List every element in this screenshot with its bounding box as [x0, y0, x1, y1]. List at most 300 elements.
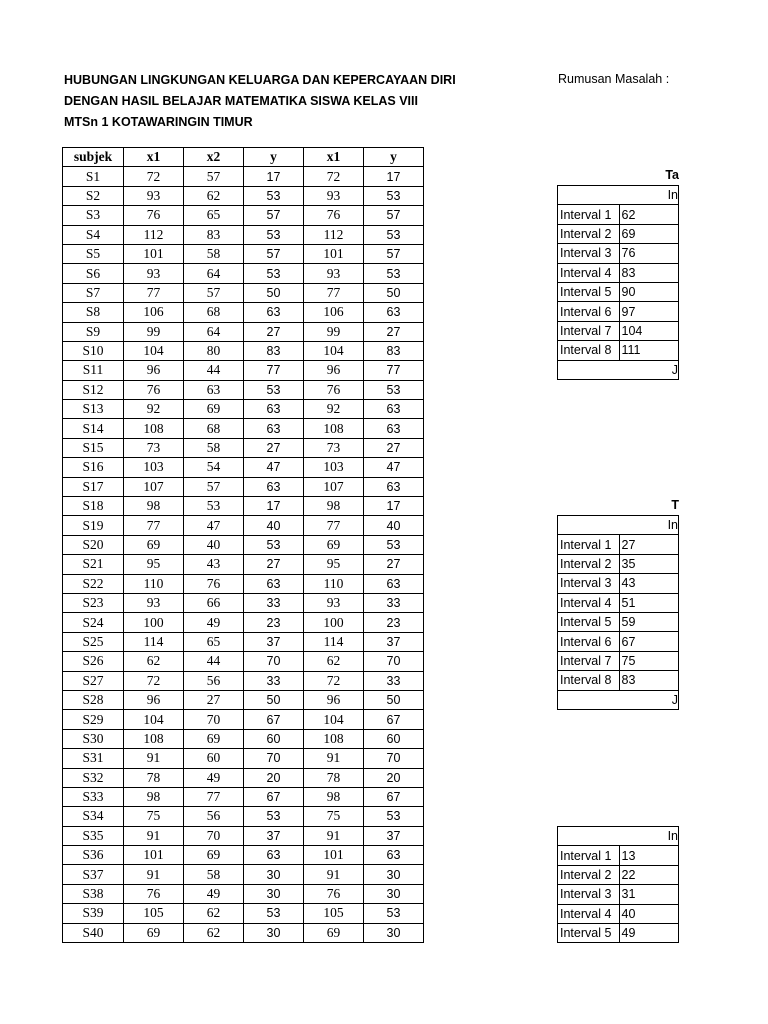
- interval-label[interactable]: Interval 8: [558, 671, 620, 690]
- table-cell[interactable]: 60: [184, 749, 244, 768]
- table-cell[interactable]: S4: [63, 225, 124, 244]
- table-cell[interactable]: 68: [184, 419, 244, 438]
- table-cell[interactable]: 76: [304, 380, 364, 399]
- table-cell[interactable]: 110: [124, 574, 184, 593]
- table-cell[interactable]: S19: [63, 516, 124, 535]
- table-cell[interactable]: 17: [244, 167, 304, 186]
- table-cell[interactable]: 98: [124, 787, 184, 806]
- table-cell[interactable]: 30: [364, 884, 424, 903]
- table-cell[interactable]: 53: [364, 904, 424, 923]
- table-cell[interactable]: S20: [63, 535, 124, 554]
- table-cell[interactable]: 67: [364, 787, 424, 806]
- table-cell[interactable]: 73: [304, 438, 364, 457]
- table-cell[interactable]: 53: [184, 497, 244, 516]
- table-cell[interactable]: S16: [63, 458, 124, 477]
- table-cell[interactable]: 33: [244, 671, 304, 690]
- table-cell[interactable]: 58: [184, 438, 244, 457]
- table-cell[interactable]: 98: [124, 497, 184, 516]
- table-cell[interactable]: 107: [124, 477, 184, 496]
- table-cell[interactable]: 49: [184, 768, 244, 787]
- table-cell[interactable]: 50: [364, 690, 424, 709]
- table-cell[interactable]: S13: [63, 400, 124, 419]
- interval-value[interactable]: 97: [619, 302, 679, 321]
- interval-label[interactable]: Interval 4: [558, 904, 620, 923]
- table-cell[interactable]: 70: [364, 652, 424, 671]
- table-cell[interactable]: 72: [304, 671, 364, 690]
- table-cell[interactable]: 33: [244, 593, 304, 612]
- table-cell[interactable]: 47: [184, 516, 244, 535]
- table-cell[interactable]: 63: [244, 419, 304, 438]
- table-cell[interactable]: 40: [244, 516, 304, 535]
- interval-value[interactable]: 13: [619, 846, 679, 865]
- table-cell[interactable]: 77: [304, 516, 364, 535]
- table-cell[interactable]: 37: [244, 826, 304, 845]
- table-cell[interactable]: S14: [63, 419, 124, 438]
- table-cell[interactable]: 47: [244, 458, 304, 477]
- table-cell[interactable]: 53: [364, 380, 424, 399]
- table-cell[interactable]: S2: [63, 186, 124, 205]
- table-cell[interactable]: S1: [63, 167, 124, 186]
- table-cell[interactable]: 62: [184, 923, 244, 942]
- table-cell[interactable]: 70: [184, 710, 244, 729]
- table-cell[interactable]: 96: [124, 690, 184, 709]
- interval-value[interactable]: 51: [619, 593, 679, 612]
- table-cell[interactable]: 17: [244, 497, 304, 516]
- table-cell[interactable]: 60: [364, 729, 424, 748]
- interval-label[interactable]: Interval 3: [558, 574, 620, 593]
- table-cell[interactable]: 72: [124, 167, 184, 186]
- table-cell[interactable]: S23: [63, 593, 124, 612]
- table-cell[interactable]: S22: [63, 574, 124, 593]
- table-cell[interactable]: 53: [244, 264, 304, 283]
- table-cell[interactable]: 20: [244, 768, 304, 787]
- table-cell[interactable]: 92: [124, 400, 184, 419]
- table-cell[interactable]: 70: [244, 749, 304, 768]
- table-cell[interactable]: 101: [124, 244, 184, 263]
- table-cell[interactable]: 53: [244, 535, 304, 554]
- table-cell[interactable]: 112: [304, 225, 364, 244]
- interval-value[interactable]: 59: [619, 612, 679, 631]
- table-cell[interactable]: 63: [184, 380, 244, 399]
- table-cell[interactable]: S8: [63, 303, 124, 322]
- table-cell[interactable]: S3: [63, 206, 124, 225]
- interval-value[interactable]: 90: [619, 282, 679, 301]
- table-cell[interactable]: 50: [364, 283, 424, 302]
- table-cell[interactable]: 50: [244, 690, 304, 709]
- table-cell[interactable]: 53: [244, 904, 304, 923]
- table-cell[interactable]: S34: [63, 807, 124, 826]
- interval-label[interactable]: Interval 2: [558, 865, 620, 884]
- table-cell[interactable]: 108: [124, 729, 184, 748]
- table-cell[interactable]: S10: [63, 341, 124, 360]
- table-cell[interactable]: 57: [364, 244, 424, 263]
- col-header-y-copy[interactable]: y: [364, 148, 424, 167]
- col-header-x2[interactable]: x2: [184, 148, 244, 167]
- interval-value[interactable]: 69: [619, 224, 679, 243]
- table-cell[interactable]: 44: [184, 361, 244, 380]
- table-cell[interactable]: 96: [124, 361, 184, 380]
- table-cell[interactable]: 91: [304, 749, 364, 768]
- table-cell[interactable]: 108: [124, 419, 184, 438]
- table-cell[interactable]: 63: [364, 400, 424, 419]
- table-cell[interactable]: 65: [184, 206, 244, 225]
- col-header-x1[interactable]: x1: [124, 148, 184, 167]
- table-cell[interactable]: 104: [304, 341, 364, 360]
- table-cell[interactable]: 57: [244, 244, 304, 263]
- table-cell[interactable]: S6: [63, 264, 124, 283]
- table-cell[interactable]: S39: [63, 904, 124, 923]
- table-cell[interactable]: 56: [184, 807, 244, 826]
- table-cell[interactable]: 101: [304, 244, 364, 263]
- table-cell[interactable]: 104: [124, 710, 184, 729]
- table-cell[interactable]: 103: [304, 458, 364, 477]
- interval-label[interactable]: Interval 5: [558, 282, 620, 301]
- table-cell[interactable]: 77: [124, 516, 184, 535]
- table-cell[interactable]: 17: [364, 167, 424, 186]
- table-cell[interactable]: 76: [124, 206, 184, 225]
- table-cell[interactable]: 91: [124, 749, 184, 768]
- rumusan-masalah-label: Rumusan Masalah :: [558, 72, 670, 86]
- table-cell[interactable]: 30: [244, 923, 304, 942]
- table-cell[interactable]: 70: [244, 652, 304, 671]
- table-cell[interactable]: 69: [304, 535, 364, 554]
- interval-label[interactable]: Interval 1: [558, 535, 620, 554]
- table-cell[interactable]: S38: [63, 884, 124, 903]
- interval-label[interactable]: Interval 3: [558, 244, 620, 263]
- interval-value[interactable]: 35: [619, 554, 679, 573]
- table-row: [63, 380, 424, 399]
- table-cell[interactable]: S31: [63, 749, 124, 768]
- table-cell[interactable]: 63: [244, 574, 304, 593]
- table-cell[interactable]: 69: [304, 923, 364, 942]
- table-cell[interactable]: 63: [244, 303, 304, 322]
- table-cell[interactable]: 107: [304, 477, 364, 496]
- table-cell[interactable]: 70: [184, 826, 244, 845]
- interval-label[interactable]: Interval 5: [558, 923, 620, 942]
- table-cell[interactable]: 100: [304, 613, 364, 632]
- table-cell[interactable]: 93: [124, 264, 184, 283]
- table-cell[interactable]: 30: [364, 923, 424, 942]
- table-cell[interactable]: 63: [364, 419, 424, 438]
- table-cell[interactable]: S7: [63, 283, 124, 302]
- table-cell[interactable]: 43: [184, 555, 244, 574]
- interval-label[interactable]: Interval 3: [558, 885, 620, 904]
- interval-label[interactable]: Interval 7: [558, 651, 620, 670]
- table-cell[interactable]: S18: [63, 497, 124, 516]
- table-cell[interactable]: 27: [184, 690, 244, 709]
- table-cell[interactable]: 64: [184, 322, 244, 341]
- table-row: [63, 574, 424, 593]
- table-cell[interactable]: 77: [244, 361, 304, 380]
- table-cell[interactable]: 108: [304, 419, 364, 438]
- table-cell[interactable]: 63: [244, 846, 304, 865]
- table-cell[interactable]: 77: [124, 283, 184, 302]
- interval-row: [558, 341, 679, 360]
- table-cell[interactable]: 93: [304, 186, 364, 205]
- table-cell[interactable]: S36: [63, 846, 124, 865]
- interval-value[interactable]: 31: [619, 885, 679, 904]
- table-cell[interactable]: 91: [304, 865, 364, 884]
- table-cell[interactable]: 104: [124, 341, 184, 360]
- interval-label[interactable]: Interval 4: [558, 263, 620, 282]
- table-cell[interactable]: 73: [124, 438, 184, 457]
- table-cell[interactable]: 57: [184, 283, 244, 302]
- table-cell[interactable]: 53: [244, 807, 304, 826]
- table-cell[interactable]: S35: [63, 826, 124, 845]
- table-cell[interactable]: 101: [124, 846, 184, 865]
- table-cell[interactable]: 40: [364, 516, 424, 535]
- interval-value[interactable]: 40: [619, 904, 679, 923]
- table-cell[interactable]: 37: [364, 632, 424, 651]
- table-cell[interactable]: 77: [184, 787, 244, 806]
- table-row: [63, 904, 424, 923]
- table-cell[interactable]: 114: [124, 632, 184, 651]
- table-cell[interactable]: 76: [304, 206, 364, 225]
- interval-value[interactable]: 49: [619, 923, 679, 942]
- interval-value[interactable]: 22: [619, 865, 679, 884]
- table-cell[interactable]: 69: [184, 400, 244, 419]
- col-header-y[interactable]: y: [244, 148, 304, 167]
- table-cell[interactable]: 27: [244, 438, 304, 457]
- table-cell[interactable]: 106: [124, 303, 184, 322]
- table-cell[interactable]: 30: [244, 865, 304, 884]
- interval-header-row: [558, 516, 679, 535]
- table-cell[interactable]: 56: [184, 671, 244, 690]
- table-cell[interactable]: 83: [364, 341, 424, 360]
- table-cell[interactable]: 62: [184, 186, 244, 205]
- table-cell[interactable]: 57: [184, 477, 244, 496]
- table-cell[interactable]: 58: [184, 865, 244, 884]
- interval-value[interactable]: 67: [619, 632, 679, 651]
- table-cell[interactable]: 106: [304, 303, 364, 322]
- interval-value[interactable]: 104: [619, 321, 679, 340]
- table-cell[interactable]: 60: [244, 729, 304, 748]
- table-cell[interactable]: 53: [244, 380, 304, 399]
- table-cell[interactable]: 72: [304, 167, 364, 186]
- table-cell[interactable]: 50: [244, 283, 304, 302]
- table-cell[interactable]: S24: [63, 613, 124, 632]
- table-cell[interactable]: 83: [244, 341, 304, 360]
- table-cell[interactable]: 49: [184, 613, 244, 632]
- table-cell[interactable]: S25: [63, 632, 124, 651]
- table-cell[interactable]: 53: [364, 186, 424, 205]
- table-cell[interactable]: S40: [63, 923, 124, 942]
- table-cell[interactable]: 33: [364, 593, 424, 612]
- table-cell[interactable]: 78: [124, 768, 184, 787]
- table-cell[interactable]: 30: [364, 865, 424, 884]
- interval-label[interactable]: Interval 6: [558, 302, 620, 321]
- table-row: [63, 400, 424, 419]
- table-cell[interactable]: S21: [63, 555, 124, 574]
- table-cell[interactable]: S33: [63, 787, 124, 806]
- interval-label[interactable]: Interval 2: [558, 554, 620, 573]
- table-cell[interactable]: 99: [124, 322, 184, 341]
- interval-value[interactable]: 62: [619, 205, 679, 224]
- table-cell[interactable]: 104: [304, 710, 364, 729]
- interval-value[interactable]: 76: [619, 244, 679, 263]
- table-cell[interactable]: 66: [184, 593, 244, 612]
- table-cell[interactable]: S11: [63, 361, 124, 380]
- table-row: [63, 807, 424, 826]
- interval-label[interactable]: Interval 1: [558, 205, 620, 224]
- table-cell[interactable]: S28: [63, 690, 124, 709]
- table-cell[interactable]: 75: [304, 807, 364, 826]
- table-cell[interactable]: 27: [364, 322, 424, 341]
- table-cell[interactable]: 53: [364, 264, 424, 283]
- table-cell[interactable]: 53: [364, 807, 424, 826]
- table-cell[interactable]: 108: [304, 729, 364, 748]
- table-cell[interactable]: 53: [364, 225, 424, 244]
- col-header-subjek[interactable]: subjek: [63, 148, 124, 167]
- interval-label[interactable]: Interval 1: [558, 846, 620, 865]
- table-cell[interactable]: 99: [304, 322, 364, 341]
- table-cell[interactable]: 23: [364, 613, 424, 632]
- table-cell[interactable]: 95: [124, 555, 184, 574]
- table-cell[interactable]: 91: [124, 865, 184, 884]
- table-cell[interactable]: 75: [124, 807, 184, 826]
- interval-value[interactable]: 43: [619, 574, 679, 593]
- table-row: [63, 438, 424, 457]
- table-cell[interactable]: 105: [124, 904, 184, 923]
- table-cell[interactable]: 49: [184, 884, 244, 903]
- table-cell[interactable]: 80: [184, 341, 244, 360]
- table-cell[interactable]: 68: [184, 303, 244, 322]
- table-cell[interactable]: 69: [184, 729, 244, 748]
- table-cell[interactable]: 91: [304, 826, 364, 845]
- table-cell[interactable]: 27: [364, 555, 424, 574]
- interval-value[interactable]: 75: [619, 651, 679, 670]
- table-cell[interactable]: 57: [244, 206, 304, 225]
- interval-value[interactable]: 111: [619, 341, 679, 360]
- table-cell[interactable]: 44: [184, 652, 244, 671]
- interval-value[interactable]: 27: [619, 535, 679, 554]
- table-cell[interactable]: 100: [124, 613, 184, 632]
- table-cell[interactable]: 93: [304, 593, 364, 612]
- table-cell[interactable]: 76: [184, 574, 244, 593]
- table-row: [63, 690, 424, 709]
- table-cell[interactable]: 63: [364, 846, 424, 865]
- table-cell[interactable]: 72: [124, 671, 184, 690]
- interval-label[interactable]: Interval 4: [558, 593, 620, 612]
- table-cell[interactable]: S9: [63, 322, 124, 341]
- interval-label[interactable]: Interval 5: [558, 612, 620, 631]
- table-cell[interactable]: S37: [63, 865, 124, 884]
- table-cell[interactable]: 58: [184, 244, 244, 263]
- table-cell[interactable]: 53: [244, 225, 304, 244]
- table-cell[interactable]: 63: [244, 477, 304, 496]
- table-cell[interactable]: S26: [63, 652, 124, 671]
- table-cell[interactable]: 92: [304, 400, 364, 419]
- interval-value[interactable]: 83: [619, 263, 679, 282]
- table-cell[interactable]: S30: [63, 729, 124, 748]
- table-cell[interactable]: 69: [124, 923, 184, 942]
- table-cell[interactable]: 53: [244, 186, 304, 205]
- table-cell[interactable]: 27: [364, 438, 424, 457]
- interval-label[interactable]: Interval 2: [558, 224, 620, 243]
- table-cell[interactable]: 57: [184, 167, 244, 186]
- table-cell[interactable]: 77: [364, 361, 424, 380]
- interval-label[interactable]: Interval 6: [558, 632, 620, 651]
- table-cell[interactable]: 78: [304, 768, 364, 787]
- table-cell[interactable]: S12: [63, 380, 124, 399]
- table-cell[interactable]: 69: [124, 535, 184, 554]
- interval-value[interactable]: 83: [619, 671, 679, 690]
- table-cell[interactable]: 98: [304, 497, 364, 516]
- table-cell[interactable]: 103: [124, 458, 184, 477]
- table-cell[interactable]: 37: [364, 826, 424, 845]
- table-cell[interactable]: 69: [184, 846, 244, 865]
- table-cell[interactable]: 93: [304, 264, 364, 283]
- table-cell[interactable]: 53: [364, 535, 424, 554]
- table-cell[interactable]: 83: [184, 225, 244, 244]
- table-cell[interactable]: 110: [304, 574, 364, 593]
- table-cell[interactable]: 67: [244, 710, 304, 729]
- table-cell[interactable]: 67: [364, 710, 424, 729]
- interval-label[interactable]: Interval 8: [558, 341, 620, 360]
- table-cell[interactable]: 76: [124, 884, 184, 903]
- table-cell[interactable]: 98: [304, 787, 364, 806]
- interval-label[interactable]: Interval 7: [558, 321, 620, 340]
- table-cell[interactable]: 91: [124, 826, 184, 845]
- table-cell[interactable]: 96: [304, 690, 364, 709]
- table-cell[interactable]: 23: [244, 613, 304, 632]
- table-cell[interactable]: 33: [364, 671, 424, 690]
- table-cell[interactable]: 105: [304, 904, 364, 923]
- table-cell[interactable]: 112: [124, 225, 184, 244]
- table-cell[interactable]: 76: [304, 884, 364, 903]
- table-cell[interactable]: S29: [63, 710, 124, 729]
- table-cell[interactable]: S17: [63, 477, 124, 496]
- table-cell[interactable]: 27: [244, 555, 304, 574]
- table-cell[interactable]: 77: [304, 283, 364, 302]
- interval-row: [558, 554, 679, 573]
- table-cell[interactable]: S32: [63, 768, 124, 787]
- table-cell[interactable]: 63: [244, 400, 304, 419]
- table-cell[interactable]: S5: [63, 244, 124, 263]
- table-cell[interactable]: 62: [184, 904, 244, 923]
- table-cell[interactable]: 62: [124, 652, 184, 671]
- table-cell[interactable]: 40: [184, 535, 244, 554]
- table-cell[interactable]: 96: [304, 361, 364, 380]
- table-cell[interactable]: 62: [304, 652, 364, 671]
- table-cell[interactable]: 47: [364, 458, 424, 477]
- table-cell[interactable]: 54: [184, 458, 244, 477]
- table-cell[interactable]: 101: [304, 846, 364, 865]
- table-cell[interactable]: 30: [244, 884, 304, 903]
- table-cell[interactable]: 63: [364, 477, 424, 496]
- interval-row: [558, 885, 679, 904]
- table-cell[interactable]: 114: [304, 632, 364, 651]
- table-cell[interactable]: 37: [244, 632, 304, 651]
- table-cell[interactable]: 27: [244, 322, 304, 341]
- table-cell[interactable]: 64: [184, 264, 244, 283]
- table-cell[interactable]: 93: [124, 186, 184, 205]
- table-cell[interactable]: 63: [364, 303, 424, 322]
- table-cell[interactable]: 17: [364, 497, 424, 516]
- table-cell[interactable]: 63: [364, 574, 424, 593]
- col-header-x1-copy[interactable]: x1: [304, 148, 364, 167]
- table-cell[interactable]: 67: [244, 787, 304, 806]
- table-cell[interactable]: 57: [364, 206, 424, 225]
- table-cell[interactable]: 95: [304, 555, 364, 574]
- table-cell[interactable]: 65: [184, 632, 244, 651]
- table-cell[interactable]: 93: [124, 593, 184, 612]
- table-cell[interactable]: 70: [364, 749, 424, 768]
- table-cell[interactable]: 20: [364, 768, 424, 787]
- table-cell[interactable]: S27: [63, 671, 124, 690]
- table-cell[interactable]: 76: [124, 380, 184, 399]
- table-cell[interactable]: S15: [63, 438, 124, 457]
